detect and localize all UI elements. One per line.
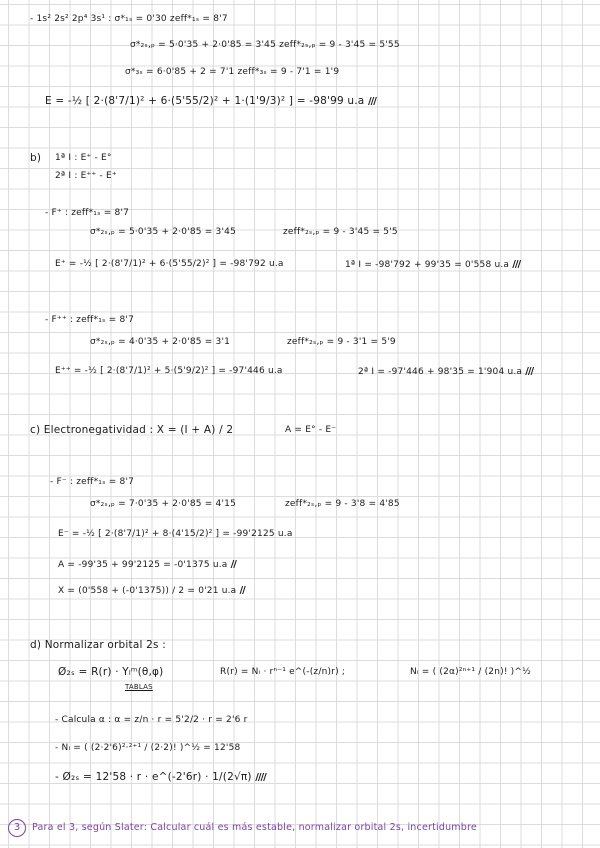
normalization-constant: Nᵢ = ( (2α)²ⁿ⁺¹ / (2n)! )^½ (410, 667, 532, 677)
second-ionization-text: 2ª I = -97'446 + 98'35 = 1'904 u.a (358, 367, 523, 377)
tables-note: TABLAS (125, 683, 153, 691)
first-ionization-mark: /// (512, 259, 521, 270)
second-ionization-result (358, 367, 533, 377)
normalized-orbital-text: - Ø₂ₛ = 12'58 · r · e^(-2'6r) · 1/(2√π) (55, 771, 252, 783)
wavefunction-2s: Ø₂ₛ = R(r) · Yₗᵐ(θ,φ) (58, 666, 164, 678)
f-plus-title: - F⁺ : zeff*₁ₛ = 8'7 (45, 208, 130, 218)
electronegativity-mark: // (239, 585, 245, 596)
problem-number-circle: 3 (8, 819, 26, 837)
second-ionization-definition: 2ª I : E⁺⁺ - E⁺ (55, 171, 117, 181)
section-c-heading: c) Electronegatividad : X = (I + A) / 2 (30, 424, 234, 436)
electronegativity-text: X = (0'558 + (-0'1375)) / 2 = 0'21 u.a (58, 586, 237, 596)
line-total-energy (45, 96, 376, 107)
problem-statement: Para el 3, según Slater: Calcular cuál es más estable, normalizar orbital 2s, incertidumbre (32, 822, 477, 833)
normalized-orbital-mark: //// (255, 772, 266, 783)
f-plus-zeff: zeff*₂ₛ,ₚ = 9 - 3'45 = 5'5 (283, 227, 398, 237)
line-sigma-3s: σ*₃ₛ = 6·0'85 + 2 = 7'1 zeff*₃ₛ = 9 - 7'1 = 1'9 (125, 67, 340, 77)
calc-alpha: - Calcula α : α = z/n · r = 5'2/2 · r = 2'6 r (55, 715, 248, 725)
section-b-label: b) (30, 152, 42, 164)
affinity-definition: A = E° - E⁻ (285, 425, 337, 435)
radial-function: R(r) = Nᵢ · rⁿ⁻¹ e^(-(z/n)r) ; (220, 667, 346, 677)
first-ionization-result (345, 260, 520, 270)
affinity-value-text: A = -99'35 + 99'2125 = -0'1375 u.a (58, 560, 228, 570)
section-d-heading: d) Normalizar orbital 2s : (30, 639, 166, 651)
electronegativity-value (58, 586, 245, 596)
normalized-orbital (55, 772, 266, 783)
line-sigma-2sp: σ*₂ₛ,ₚ = 5·0'35 + 2·0'85 = 3'45 zeff*₂ₛ,ₚ = 9 - 3'45 = 5'55 (130, 40, 400, 50)
f-plusplus-zeff: zeff*₂ₛ,ₚ = 9 - 3'1 = 5'9 (287, 337, 396, 347)
second-ionization-mark: /// (525, 366, 534, 377)
f-minus-energy: E⁻ = -½ [ 2·(8'7/1)² + 8·(4'15/2)² ] = -99'2125 u.a (58, 529, 293, 539)
affinity-value-mark: // (230, 559, 236, 570)
f-plusplus-sigma: σ*₂ₛ,ₚ = 4·0'35 + 2·0'85 = 3'1 (90, 337, 231, 347)
f-minus-zeff: zeff*₂ₛ,ₚ = 9 - 3'8 = 4'85 (285, 499, 400, 509)
total-energy-mark: /// (367, 96, 376, 107)
line-electron-config: - 1s² 2s² 2p⁴ 3s¹ : σ*₁ₛ = 0'30 zeff*₁ₛ = 8'7 (30, 14, 228, 24)
first-ionization-text: 1ª I = -98'792 + 99'35 = 0'558 u.a (345, 260, 510, 270)
f-plusplus-energy: E⁺⁺ = -½ [ 2·(8'7/1)² + 5·(5'9/2)² ] = -97'446 u.a (55, 366, 283, 376)
total-energy-text: E = -½ [ 2·(8'7/1)² + 6·(5'55/2)² + 1·(1'9/3)² ] = -98'99 u.a (45, 95, 365, 107)
f-minus-title: - F⁻ : zeff*₁ₛ = 8'7 (50, 477, 135, 487)
first-ionization-definition: 1ª I : E⁺ - E° (55, 153, 112, 163)
f-minus-sigma: σ*₂ₛ,ₚ = 7·0'35 + 2·0'85 = 4'15 (90, 499, 237, 509)
f-plus-sigma: σ*₂ₛ,ₚ = 5·0'35 + 2·0'85 = 3'45 (90, 227, 237, 237)
f-plusplus-title: - F⁺⁺ : zeff*₁ₛ = 8'7 (45, 315, 134, 325)
f-plus-energy: E⁺ = -½ [ 2·(8'7/1)² + 6·(5'55/2)² ] = -98'792 u.a (55, 259, 284, 269)
calc-normalization: - Nᵢ = ( (2·2'6)²·²⁺¹ / (2·2)! )^½ = 12'58 (55, 743, 241, 753)
affinity-value (58, 560, 236, 570)
